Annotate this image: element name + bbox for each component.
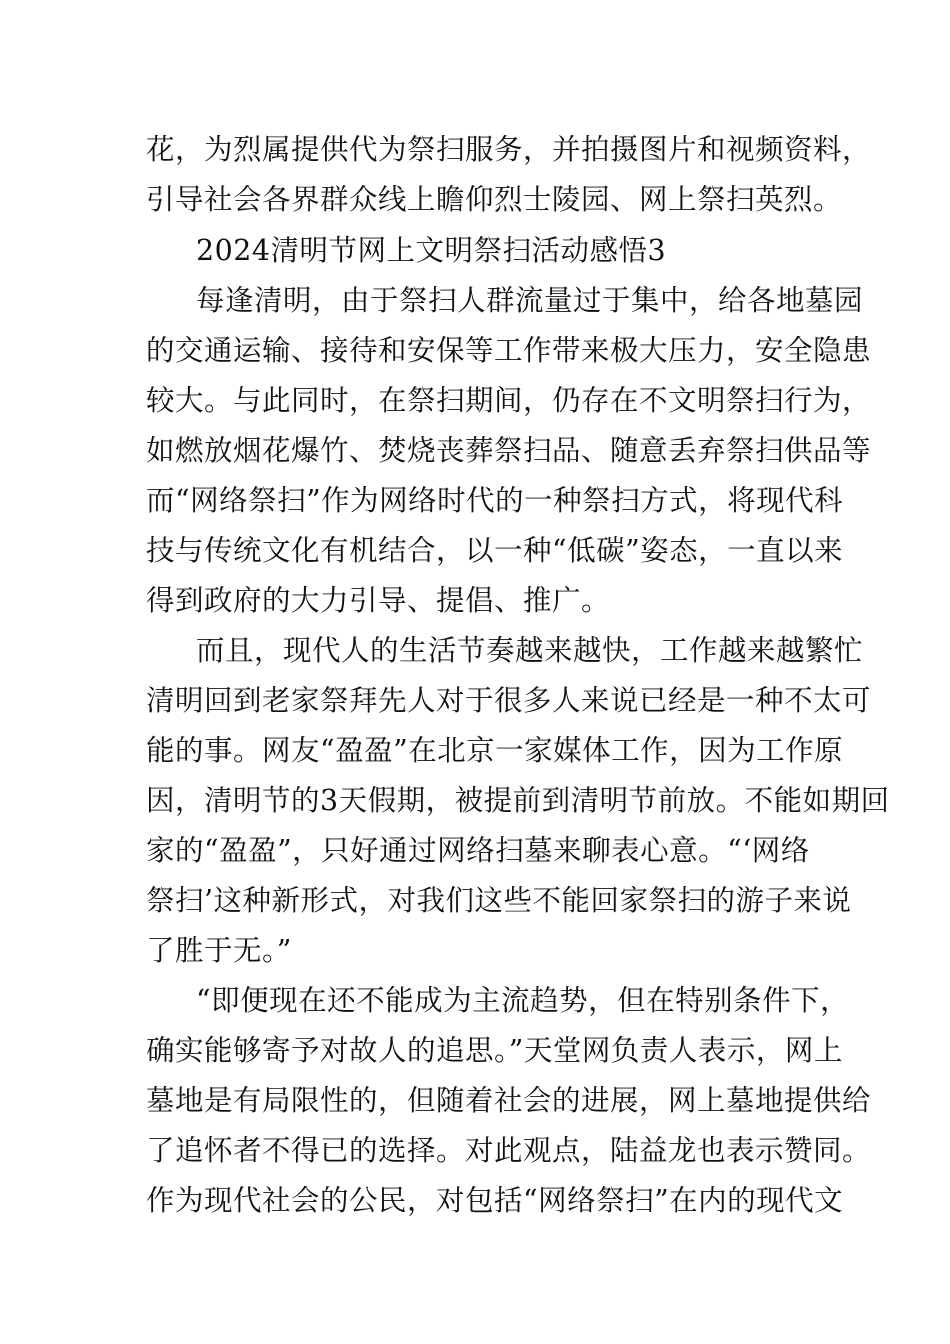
text-line: 得到政府的大力引导、提倡、推广。	[146, 584, 611, 617]
paragraph-first-line: 每逢清明，由于祭扫人群流量过于集中，给各地墓园	[196, 284, 864, 317]
paragraph-first-line: 而且，现代人的生活节奏越来越快，工作越来越繁忙	[196, 634, 864, 667]
text-line: 祭扫’这种新形式，对我们这些不能回家祭扫的游子来说	[146, 884, 852, 917]
text-line: 的交通运输、接待和安保等工作带来极大压力，安全隐患	[146, 334, 872, 367]
text-line: 作为现代社会的公民，对包括“网络祭扫”在内的现代文	[146, 1184, 844, 1217]
paragraph-first-line: “即便现在还不能成为主流趋势，但在特别条件下，	[196, 984, 850, 1017]
text-line: 花，为烈属提供代为祭扫服务，并拍摄图片和视频资料，	[146, 133, 872, 166]
text-line: 技与传统文化有机结合，以一种“低碳”姿态，一直以来	[146, 534, 844, 567]
text-line: 引导社会各界群众线上瞻仰烈士陵园、网上祭扫英烈。	[146, 183, 843, 216]
text-line: 清明回到老家祭拜先人对于很多人来说已经是一种不太可	[146, 684, 872, 717]
text-line: 能的事。网友“盈盈”在北京一家媒体工作，因为工作原	[146, 734, 844, 767]
text-line: 了追怀者不得已的选择。对此观点，陆益龙也表示赞同。	[146, 1134, 872, 1167]
text-line: 因，清明节的3天假期，被提前到清明节前放。不能如期回	[146, 784, 890, 817]
text-line: 确实能够寄予对故人的追思。”天堂网负责人表示，网上	[146, 1034, 843, 1067]
text-line: 墓地是有局限性的，但随着社会的进展，网上墓地提供给	[146, 1084, 872, 1117]
text-line: 如燃放烟花爆竹、焚烧丧葬祭扫品、随意丢弃祭扫供品等	[146, 434, 872, 467]
text-line: 而“网络祭扫”作为网络时代的一种祭扫方式，将现代科	[146, 484, 844, 517]
text-line: 较大。与此同时，在祭扫期间，仍存在不文明祭扫行为，	[146, 384, 872, 417]
text-line: 了胜于无。”	[146, 934, 292, 967]
section-heading: 2024清明节网上文明祭扫活动感悟3	[196, 234, 667, 267]
text-line: 家的“盈盈”，只好通过网络扫墓来聊表心意。“‘网络	[146, 834, 810, 867]
